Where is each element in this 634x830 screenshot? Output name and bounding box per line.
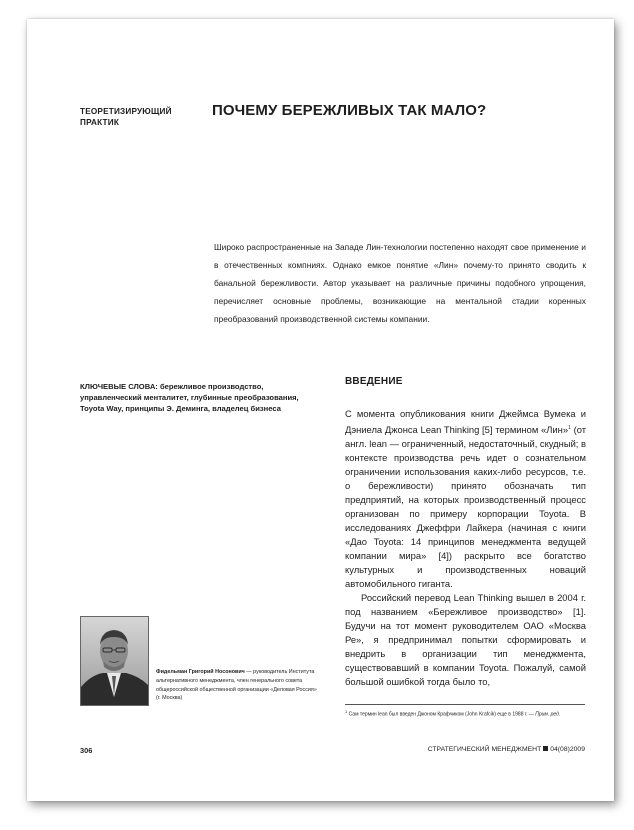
author-note: [156, 668, 322, 703]
footnote-number: 1: [345, 709, 348, 714]
page-number: 306: [80, 746, 93, 755]
author-name: Фидельман Григорий Носонович: [156, 669, 245, 675]
paragraph-1-end: (от англ. lean — ограниченный, недостаточный, скудный; в контексте производства речь идет о сознательном ограничении использования каких-либо ресурсов, т.е. о бережливости) принято обозначать тип предприятий, на которых производственный процесс организован по примеру корпорации Toyota. В исследованиях Джеффри Лайкера (начиная с книги «Дао Toyota: 14 принципов менеджмента ведущей компании мира» [4]) раскрыто все богатство культурных и производственных новаций автомобильного гиганта.: [345, 424, 586, 590]
footnote-divider: [345, 704, 585, 705]
paragraph-1: [345, 407, 586, 591]
article-title: ПОЧЕМУ БЕРЕЖЛИВЫХ ТАК МАЛО?: [212, 102, 487, 119]
journal-page: [27, 19, 614, 801]
section-label: ТЕОРЕТИЗИРУЮЩИЙ ПРАКТИК: [80, 107, 172, 127]
author-photo: [80, 616, 149, 706]
author-portrait-image: [81, 617, 148, 705]
journal-footer: [428, 746, 585, 753]
footnote-editor-note: Прим. ред.: [535, 711, 561, 718]
keywords-label: КЛЮЧЕВЫЕ СЛОВА:: [80, 382, 158, 391]
keywords: [80, 381, 312, 414]
abstract: Широко распространенные на Западе Лин-технологии постепенно находят свое применение и в отечественных компниях. Однако емкое понятие «Лин» почему-то принято сводить к банальной бережливости. Автор указывает на различные причины подобного упрощения, перечисляет основные проблемы, возникающие на ментальной стадии коренных преобразований производственной системы компании.: [214, 242, 586, 324]
footnote-marker[interactable]: 1: [568, 425, 571, 431]
section-heading-intro: ВВЕДЕНИЕ: [345, 376, 403, 387]
journal-issue: 04(08)2009: [550, 746, 585, 753]
footnote: [345, 708, 595, 719]
keywords-values: бережливое производство, управленческий менталитет, глубинные преобразования, Toyota Way, принципы Э. Деминга, владелец бизнеса: [80, 382, 299, 413]
body-text: [345, 407, 586, 689]
author-description: — руководитель Института альтернативного менеджмента, член генерального совета общероссийской общественной организации «Деловая Россия» (г. Москва): [156, 669, 317, 702]
paragraph-2: Российский перевод Lean Thinking вышел в 2004 г. под названием «Бережливое производство» [1]. Будучи на тот момент руководителем ОАО «Москва Ре», я предпринимал попытки сформировать и внедрить в организации тип менеджмента, существовавший в компании Toyota. Пожалуй, самой большой ошибкой тогда было то,: [345, 592, 586, 688]
journal-name: СТРАТЕГИЧЕСКИЙ МЕНЕДЖМЕНТ: [427, 746, 542, 753]
paragraph-1-start: С момента опубликования книги Джеймса Вумека и Дэниела Джонса Lean Thinking [5] термином «Лин»: [345, 408, 586, 436]
square-separator-icon: [543, 746, 548, 751]
footnote-text: Сам термин lean был введен Джоном Крафчиком (John Krafcik) еще в 1988 г. —: [347, 711, 536, 718]
